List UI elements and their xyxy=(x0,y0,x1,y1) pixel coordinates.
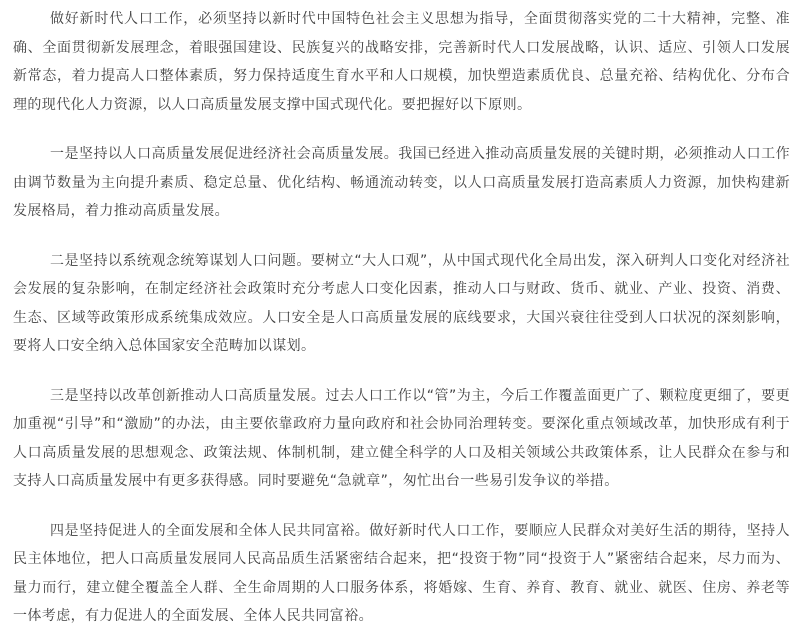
paragraph-principles-intro: 做好新时代人口工作，必须坚持以新时代中国特色社会主义思想为指导，全面贯彻落实党的二十大精神，完整、准确、全面贯彻新发展理念，着眼强国建设、民族复兴的战略安排，完善新时代人口发展战略，认识、适应、引领人口发展新常态，着力提高人口整体素质，努力保持适度生育水平和人口规模，加快塑造素质优良、总量充裕、结构优化、分布合理的现代化人力资源，以人口高质量发展支撑中国式现代化。要把握好以下原则。 xyxy=(13,11,790,113)
paragraph-principle-3: 三是坚持以改革创新推动人口高质量发展。过去人口工作以“管”为主，今后工作覆盖面更广了、颗粒度更细了，要更加重视“引导”和“激励”的办法，由主要依靠政府力量向政府和社会协同治理转变。要深化重点领域改革，加快形成有利于人口高质量发展的思想观念、政策法规、体制机制，建立健全科学的人口及相关领域公共政策体系，让人民群众在参与和支持人口高质量发展中有更多获得感。同时要避免“急就章”，匆忙出台一些易引发争议的举措。 xyxy=(13,387,790,489)
paragraph-principle-2: 二是坚持以系统观念统筹谋划人口问题。要树立“大人口观”，从中国式现代化全局出发，深入研判人口变化对经济社会发展的复杂影响，在制定经济社会政策时充分考虑人口变化因素，推动人口与财政、货币、就业、产业、投资、消费、生态、区域等政策形成系统集成效应。人口安全是人口高质量发展的底线要求，大国兴衰往往受到人口状况的深刻影响，要将人口安全纳入总体国家安全范畴加以谋划。 xyxy=(13,252,790,354)
paragraph-principle-4: 四是坚持促进人的全面发展和全体人民共同富裕。做好新时代人口工作，要顺应人民群众对美好生活的期待，坚持人民主体地位，把人口高质量发展同人民高品质生活紧密结合起来，把“投资于物”同“投资于人”紧密结合起来，尽力而为、量力而行，建立健全覆盖全人群、全生命周期的人口服务体系，将婚嫁、生育、养育、教育、就业、就医、住房、养老等一体考虑，有力促进人的全面发展、全体人民共同富裕。 xyxy=(13,522,790,624)
paragraph-principle-1: 一是坚持以人口高质量发展促进经济社会高质量发展。我国已经进入推动高质量发展的关键时期，必须推动人口工作由调节数量为主向提升素质、稳定总量、优化结构、畅通流动转变，以人口高质量发展打造高素质人力资源，加快构建新发展格局，着力推动高质量发展。 xyxy=(13,146,790,219)
